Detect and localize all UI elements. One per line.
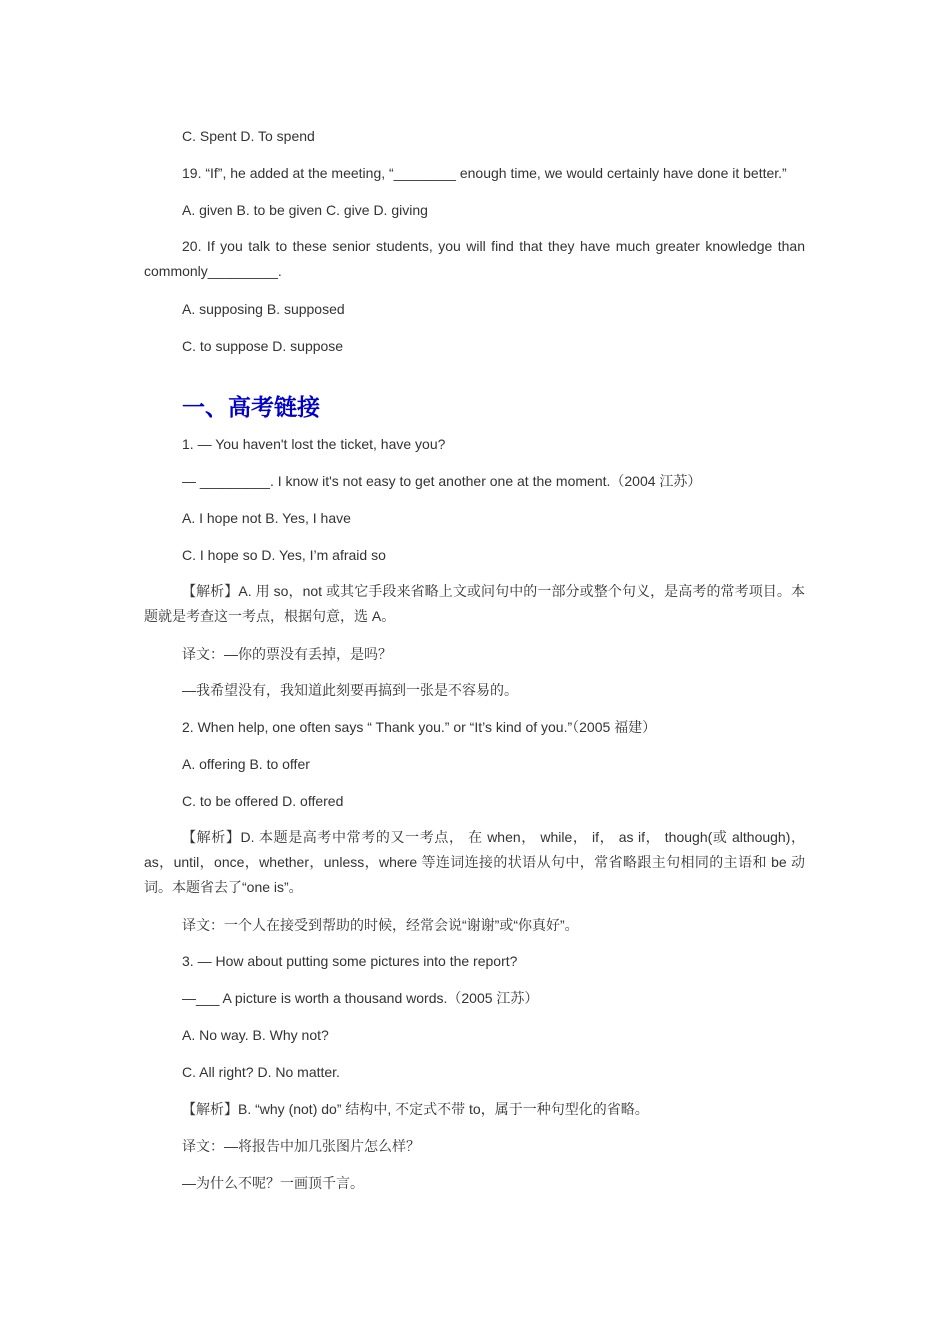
link-question-2-options-c-d: C. to be offered D. offered <box>182 793 344 809</box>
translation-3b: —为什么不呢？一画顶千言。 <box>182 1175 364 1191</box>
question-19-options: A. given B. to be given C. give D. giving <box>182 202 428 218</box>
analysis-3: 【解析】B. “why (not) do” 结构中, 不定式不带 to，属于一种句型化的省略。 <box>182 1101 649 1117</box>
section-heading: 一、高考链接 <box>182 395 320 421</box>
link-question-3-options-a-b: A. No way. B. Why not? <box>182 1027 329 1043</box>
question-20-options-c-d: C. to suppose D. suppose <box>182 338 344 354</box>
translation-1a: 译文：—你的票没有丢掉，是吗？ <box>182 646 392 662</box>
option-line-c-d: C. Spent D. To spend <box>182 128 315 144</box>
translation-3a: 译文：—将报告中加几张图片怎么样？ <box>182 1138 420 1154</box>
question-20-options-a-b: A. supposing B. supposed <box>182 301 345 317</box>
analysis-1 <box>144 579 805 629</box>
analysis-2-text: 【解析】D. 本题是高考中常考的又一考点， 在 when， while， if， as if， though(或 although)，as，until，once，whether，unless，where 等连词连接的状语从句中，常省略跟主句相同的主语和 be 动词。本题省去了“one is”。 <box>144 829 805 895</box>
link-question-3-options-c-d: C. All right? D. No matter. <box>182 1064 340 1080</box>
link-question-3: 3. — How about putting some pictures into the report? <box>182 953 518 969</box>
translation-2: 译文：一个人在接受到帮助的时候，经常会说“谢谢”或“你真好”。 <box>182 917 579 933</box>
link-question-1-options-c-d: C. I hope so D. Yes, I’m afraid so <box>182 547 386 563</box>
link-question-2-options-a-b: A. offering B. to offer <box>182 756 310 772</box>
question-20 <box>144 234 805 284</box>
link-question-1-options-a-b: A. I hope not B. Yes, I have <box>182 510 351 526</box>
link-question-3-reply: —___ A picture is worth a thousand words.（2005 江苏） <box>182 990 539 1006</box>
question-19: 19. “If”, he added at the meeting, “________ enough time, we would certainly have done it better.” <box>182 165 787 181</box>
question-20-text: 20. If you talk to these senior students, you will find that they have much greater knowledge than commonly_________. <box>144 238 805 279</box>
analysis-2 <box>144 825 805 900</box>
link-question-2: 2. When help, one often says “ Thank you.” or “It’s kind of you.”（2005 福建） <box>182 719 657 735</box>
analysis-1-text: 【解析】A. 用 so，not 或其它手段来省略上文或问句中的一部分或整个句义，是高考的常考项目。本题就是考查这一考点，根据句意，选 A。 <box>144 583 805 624</box>
translation-1b: —我希望没有，我知道此刻要再搞到一张是不容易的。 <box>182 682 518 698</box>
link-question-1-reply: — _________. I know it's not easy to get another one at the moment.（2004 江苏） <box>182 473 702 489</box>
link-question-1: 1. — You haven't lost the ticket, have you? <box>182 436 446 452</box>
